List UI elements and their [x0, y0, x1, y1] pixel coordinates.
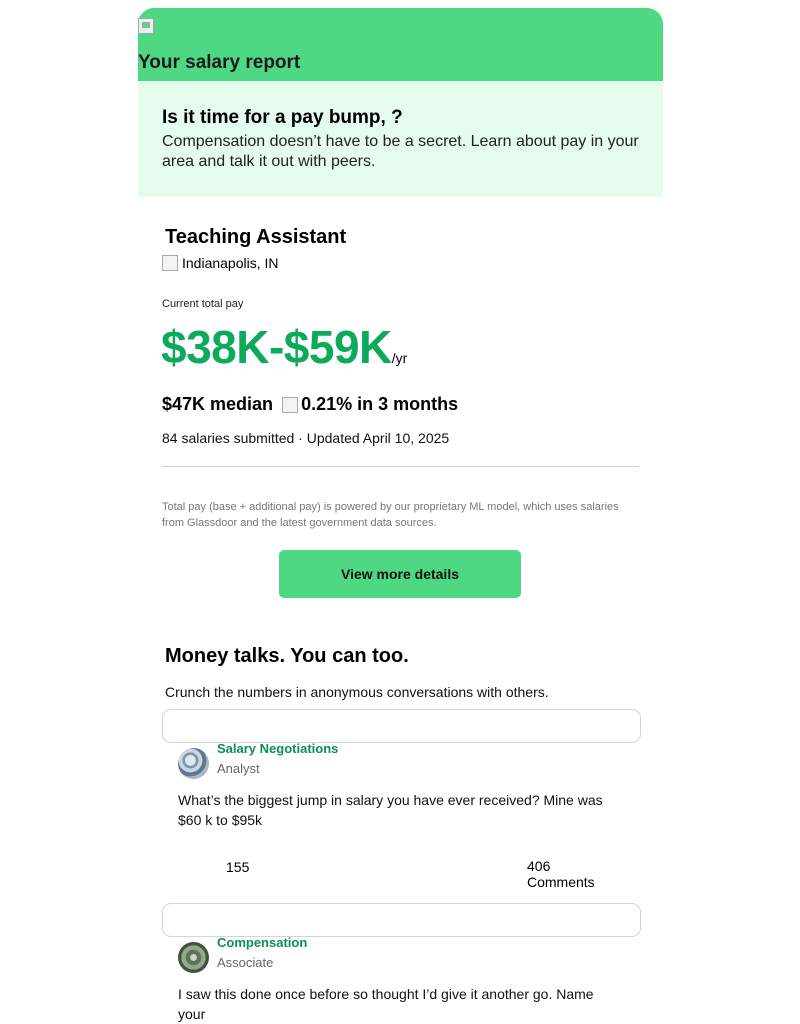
trend-text: 0.21% in 3 months — [301, 394, 459, 414]
post-likes[interactable]: 155 — [226, 859, 250, 875]
header-banner — [138, 8, 663, 81]
community-subtitle: Crunch the numbers in anonymous conversations with others. — [165, 684, 549, 700]
post-category[interactable]: Salary Negotiations — [217, 741, 339, 756]
location-row — [162, 255, 279, 271]
job-title: Teaching Assistant — [165, 226, 347, 248]
trend-up-icon — [282, 397, 298, 413]
post-body[interactable]: I saw this done once before so thought I’d give it another go. Name your — [178, 986, 594, 1022]
post-author-role: Associate — [217, 955, 274, 970]
post-comments[interactable]: 406 Comments — [527, 858, 595, 890]
report-title: Your salary report — [138, 52, 301, 73]
post-body[interactable]: What’s the biggest jump in salary you have ever received? Mine was $60 k to $95k — [178, 792, 603, 828]
promo-section — [138, 81, 663, 197]
pay-unit: /yr — [391, 350, 408, 366]
email-container — [138, 8, 663, 1022]
promo-body: Compensation doesn’t have to be a secret. Learn about pay in your area and talk it out with peers. — [162, 133, 639, 170]
avatar — [178, 748, 209, 779]
location-text: Indianapolis, IN — [182, 255, 279, 271]
post-card-header[interactable] — [162, 903, 641, 937]
promo-heading: Is it time for a pay bump, ? — [162, 107, 403, 128]
post-category[interactable]: Compensation — [217, 935, 308, 950]
location-pin-icon — [162, 255, 178, 271]
view-more-details-button[interactable]: View more details — [279, 550, 521, 598]
median-pay: $47K median — [162, 394, 274, 414]
post-card-header[interactable] — [162, 709, 641, 743]
avatar — [178, 942, 209, 973]
current-pay-label: Current total pay — [162, 298, 244, 310]
community-title: Money talks. You can too. — [165, 645, 409, 667]
pay-range-value: $38K-$59K — [161, 321, 392, 373]
pay-range — [161, 320, 407, 374]
salary-meta: 84 salaries submitted · Updated April 10, 2025 — [162, 430, 450, 446]
post-author-role: Analyst — [217, 761, 260, 776]
glassdoor-logo-icon — [138, 18, 154, 34]
disclaimer: Total pay (base + additional pay) is powered by our proprietary ML model, which uses salaries from Glassdoor and the latest government data sources. — [162, 501, 619, 529]
divider — [162, 466, 639, 467]
median-row — [162, 394, 458, 415]
